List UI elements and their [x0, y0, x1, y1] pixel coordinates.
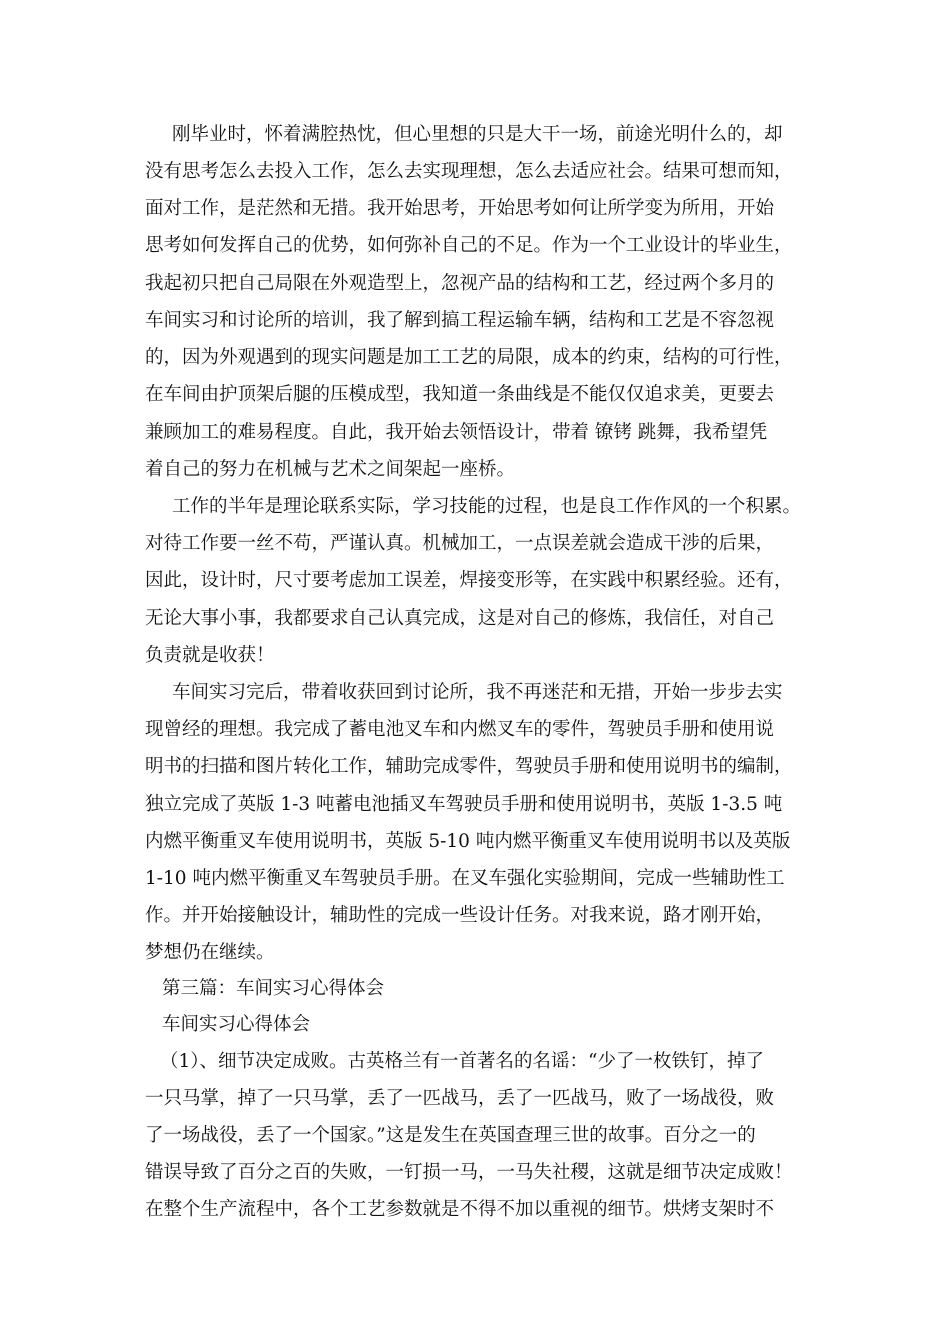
paragraph-line: 我起初只把自己局限在外观造型上，忽视产品的结构和工艺，经过两个多月的 — [145, 273, 775, 294]
paragraph-line: 车间实习和讨论所的培训，我了解到搞工程运输车辆，结构和工艺是不容忽视 — [145, 310, 775, 331]
paragraph-line: 因此，设计时，尺寸要考虑加工误差，焊接变形等，在实践中积累经验。还有， — [145, 570, 793, 591]
paragraph-line: 面对工作，是茫然和无措。我开始思考，开始思考如何让所学变为所用，开始 — [145, 198, 775, 219]
paragraph-line: 的，因为外观遇到的现实问题是加工工艺的局限，成本的约束，结构的可行性， — [145, 347, 793, 368]
paragraph-line: 独立完成了英版 1-3 吨蓄电池插叉车驾驶员手册和使用说明书，英版 1-3.5 吨 — [145, 794, 783, 815]
paragraph-line: 梦想仍在继续。 — [145, 942, 275, 963]
paragraph-line: 现曾经的理想。我完成了蓄电池叉车和内燃叉车的零件，驾驶员手册和使用说 — [145, 719, 775, 740]
paragraph-line: 了一场战役，丢了一个国家。”这是发生在英国查理三世的故事。百分之一的 — [145, 1125, 756, 1146]
paragraph-line: 1-10 吨内燃平衡重叉车驾驶员手册。在叉车强化实验期间，完成一些辅助性工 — [145, 868, 785, 889]
paragraph-line: 没有思考怎么去投入工作，怎么去实现理想，怎么去适应社会。结果可想而知， — [145, 161, 793, 182]
paragraph-line: 无论大事小事，我都要求自己认真完成，这是对自己的修炼，我信任，对自己 — [145, 608, 775, 629]
paragraph-line: 兼顾加工的难易程度。自此，我开始去领悟设计，带着 镣铐 跳舞，我希望凭 — [145, 422, 768, 443]
paragraph-line: 负责就是收获！ — [145, 645, 275, 666]
section-subheading: 车间实习心得体会 — [162, 1014, 311, 1035]
paragraph-line: 在车间由护顶架后腿的压模成型，我知道一条曲线是不能仅仅追求美，更要去 — [145, 384, 775, 405]
paragraph-line: 明书的扫描和图片转化工作，辅助完成零件，驾驶员手册和使用说明书的编制， — [145, 756, 793, 777]
paragraph-line: 在整个生产流程中，各个工艺参数就是不得不加以重视的细节。烘烤支架时不 — [145, 1199, 775, 1220]
paragraph-line: 工作的半年是理论联系实际，学习技能的过程，也是良工作作风的一个积累。 — [172, 496, 802, 517]
paragraph-line: 内燃平衡重叉车使用说明书，英版 5-10 吨内燃平衡重叉车使用说明书以及英版 — [145, 831, 791, 852]
paragraph-line: 作。并开始接触设计，辅助性的完成一些设计任务。对我来说，路才刚开始， — [145, 905, 775, 926]
paragraph-line: 对待工作要一丝不苟，严谨认真。机械加工，一点误差就会造成干涉的后果， — [145, 533, 775, 554]
paragraph-line: 着自己的努力在机械与艺术之间架起一座桥。 — [145, 459, 516, 480]
paragraph-line: 一只马掌，掉了一只马掌，丢了一匹战马，丢了一匹战马，败了一场战役，败 — [145, 1088, 775, 1109]
paragraph-line: （1）、细节决定成败。古英格兰有一首著名的名谣：“少了一枚铁钉，掉了 — [160, 1051, 764, 1072]
section-heading: 第三篇：车间实习心得体会 — [162, 978, 385, 999]
paragraph-line: 车间实习完后，带着收获回到讨论所，我不再迷茫和无措，开始一步步去实 — [172, 682, 783, 703]
paragraph-line: 思考如何发挥自己的优势，如何弥补自己的不足。作为一个工业设计的毕业生， — [145, 235, 793, 256]
paragraph-line: 刚毕业时，怀着满腔热忱，但心里想的只是大干一场，前途光明什么的，却 — [172, 124, 783, 145]
paragraph-line: 错误导致了百分之百的失败，一钉损一马，一马失社稷，这就是细节决定成败！ — [145, 1162, 793, 1183]
